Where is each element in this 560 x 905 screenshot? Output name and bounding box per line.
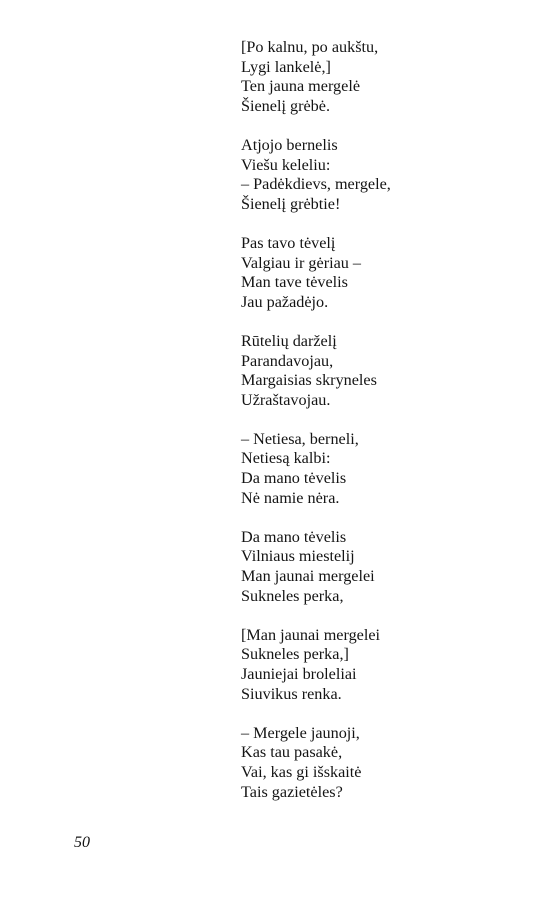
poem-line: Sukneles perka, (241, 586, 344, 605)
poem-line: Užraštavojau. (241, 390, 331, 409)
stanza (241, 38, 391, 116)
stanza (241, 626, 391, 704)
poem-line: [Po kalnu, po aukštu, (241, 38, 379, 56)
poem-line: Margaisias skryneles (241, 371, 377, 390)
stanza (241, 136, 391, 214)
poem-line: – Padėkdievs, mergele, (241, 175, 391, 194)
poem-line: Nė namie nėra. (241, 488, 340, 507)
poem-line: Vai, kas gi išskaitė (241, 762, 362, 781)
poem-text (241, 38, 391, 802)
poem-line: Pas tavo tėvelį (241, 233, 336, 252)
poem-line: Da mano tėvelis (241, 469, 347, 488)
poem-line: Atjojo bernelis (241, 135, 338, 154)
poem-line: Kas tau pasakė, (241, 743, 343, 762)
poem-line: Šienelį grėbtie! (241, 194, 341, 213)
poem-line: – Mergele jaunoji, (241, 723, 360, 742)
stanza (241, 430, 391, 508)
poem-line: Rūtelių darželį (241, 331, 337, 350)
poem-line: Viešu keleliu: (241, 155, 331, 174)
poem-line: Valgiau ir gėriau – (241, 253, 362, 272)
poem-line: Vilniaus miestelij (241, 547, 355, 566)
stanza (241, 724, 391, 802)
poem-line: Ten jauna mergelė (241, 77, 361, 96)
poem-line: Netiesą kalbi: (241, 449, 331, 468)
poem-line: Šienelį grėbė. (241, 96, 330, 115)
poem-line: Jauniejai broleliai (241, 665, 357, 683)
poem-line: Jau pažadėjo. (241, 292, 329, 311)
stanza (241, 332, 391, 410)
poem-line: Man tave tėvelis (241, 273, 348, 292)
poem-line: Sukneles perka,] (241, 645, 349, 664)
stanza (241, 234, 391, 312)
poem-line: Da mano tėvelis (241, 527, 347, 546)
poem-line: Man jaunai mergelei (241, 567, 375, 586)
poem-line: [Man jaunai mergelei (241, 625, 381, 644)
poem-line: Parandavojau, (241, 351, 334, 370)
poem-line: – Netiesa, berneli, (241, 429, 359, 448)
poem-line: Tais gazietėles? (241, 782, 343, 801)
poem-line: Lygi lankelė,] (241, 57, 331, 76)
poem-line: Siuvikus renka. (241, 684, 342, 703)
page-number: 50 (74, 834, 90, 851)
stanza (241, 528, 391, 606)
